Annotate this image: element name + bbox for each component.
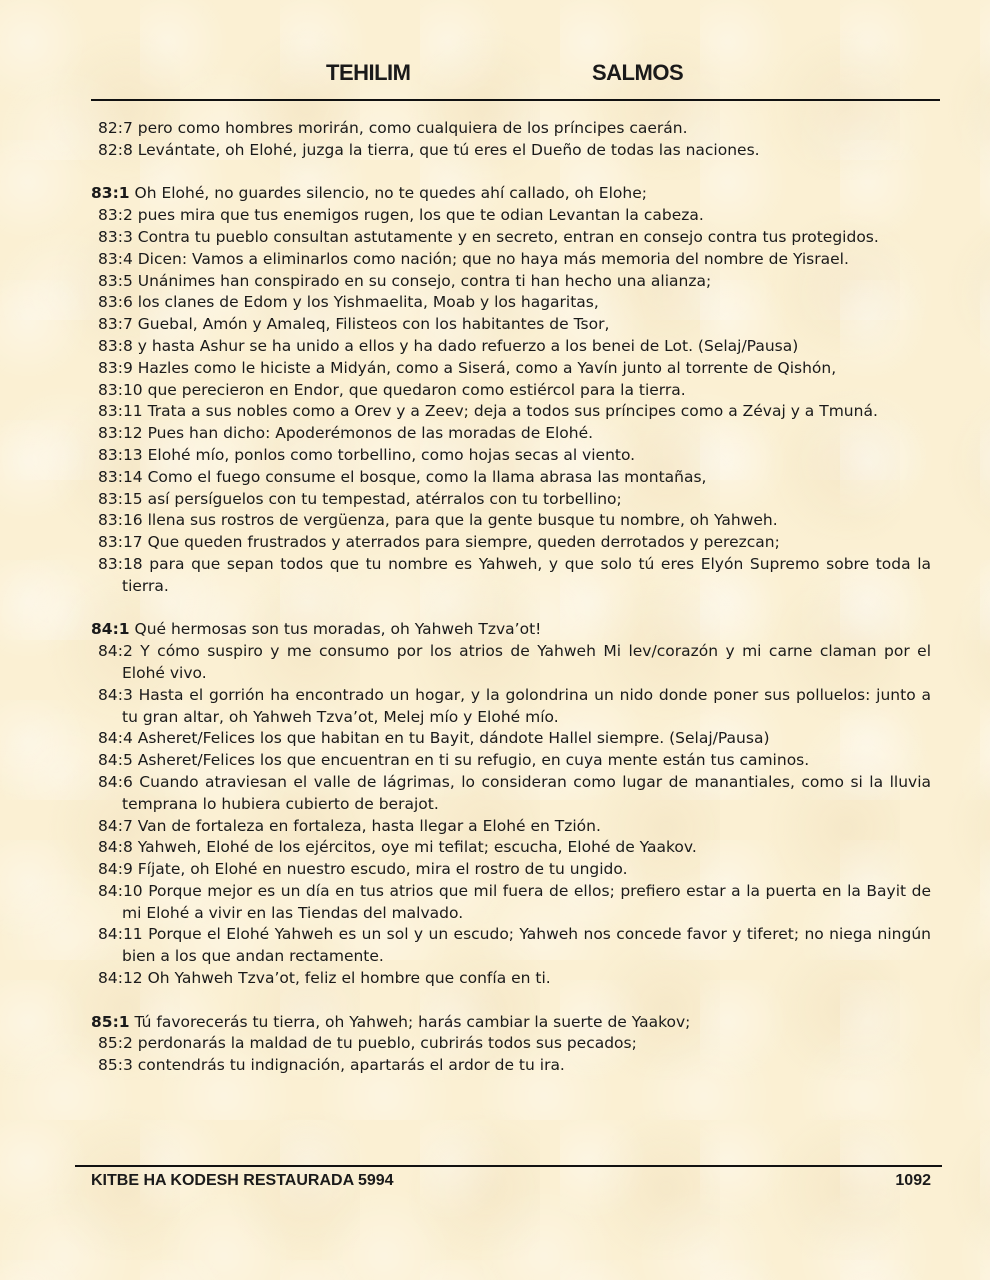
verse <box>91 859 931 881</box>
verse-body: pero como hombres morirán, como cualquiera de los príncipes caerán. <box>137 119 688 137</box>
book-title: KITBE HA KODESH RESTAURADA 5994 <box>91 1172 394 1189</box>
verse <box>91 249 931 271</box>
verse <box>91 532 931 554</box>
verse-body: Que queden frustrados y aterrados para siempre, queden derrotados y perezcan; <box>147 533 780 552</box>
verse-body: Guebal, Amón y Amaleq, Filisteos con los habitantes de Tsor, <box>137 315 610 334</box>
verse <box>91 968 931 990</box>
verse-text <box>91 118 931 1077</box>
verse-ref: 85:1 <box>91 1012 130 1031</box>
verse-ref: 83:9 <box>98 358 133 377</box>
verse <box>91 467 931 489</box>
verse-ref: 84:3 <box>98 685 133 704</box>
verse-body: y hasta Ashur se ha unido a ellos y ha dado refuerzo a los benei de Lot. (Selaj/Pausa) <box>137 336 799 355</box>
paragraph-gap <box>91 162 931 184</box>
verse <box>91 271 931 293</box>
verse-ref: 82:8 <box>98 140 133 159</box>
paragraph-gap <box>91 598 931 620</box>
footer-rule <box>75 1165 942 1167</box>
verse <box>91 685 931 729</box>
verse <box>91 292 931 314</box>
page-header <box>0 58 990 90</box>
verse-ref: 83:15 <box>98 489 143 508</box>
verse-ref: 83:3 <box>98 227 133 246</box>
verse <box>91 205 931 227</box>
verse-body: Van de fortaleza en fortaleza, hasta llegar a Elohé en Tzión. <box>137 816 601 835</box>
verse <box>91 924 931 968</box>
verse-body: Porque el Elohé Yahweh es un sol y un escudo; Yahweh nos concede favor y tiferet; no niega ningún bien a los que andan rectamente. <box>122 925 931 966</box>
verse-ref: 83:10 <box>98 380 143 399</box>
verse-ref: 83:16 <box>98 511 143 530</box>
verse-body: que perecieron en Endor, que quedaron como estiércol para la tierra. <box>147 380 686 399</box>
header-title-left: TEHILIM <box>326 60 411 85</box>
verse-body: llena sus rostros de vergüenza, para que la gente busque tu nombre, oh Yahweh. <box>147 511 778 530</box>
verse-body: Asheret/Felices los que encuentran en ti su refugio, en cuya mente están tus caminos. <box>137 751 810 770</box>
verse <box>91 750 931 772</box>
verse <box>91 641 931 685</box>
verse-body: Pues han dicho: Apoderémonos de las moradas de Elohé. <box>147 424 594 443</box>
verse <box>91 227 931 249</box>
verse-body: perdonarás la maldad de tu pueblo, cubrirás todos sus pecados; <box>137 1034 637 1053</box>
verse-ref: 83:18 <box>98 554 143 573</box>
verse-body: Y cómo suspiro y me consumo por los atrios de Yahweh Mi lev/corazón y mi carne claman por el Elohé vivo. <box>122 642 932 682</box>
verse <box>91 1012 931 1034</box>
verse <box>91 489 931 511</box>
verse-body: Trata a sus nobles como a Orev y a Zeev; deja a todos sus príncipes como a Zévaj y a Tmuná. <box>147 402 878 421</box>
verse-body: Como el fuego consume el bosque, como la llama abrasa las montañas, <box>147 467 707 486</box>
verse-ref: 84:1 <box>91 620 130 639</box>
verse-ref: 85:2 <box>98 1034 133 1053</box>
verse-ref: 84:12 <box>98 969 143 988</box>
verse-ref: 84:4 <box>98 729 133 748</box>
verse-body: Elohé mío, ponlos como torbellino, como hojas secas al viento. <box>147 445 636 464</box>
verse-body: Dicen: Vamos a eliminarlos como nación; que no haya más memoria del nombre de Yisrael. <box>137 249 849 268</box>
verse-body: los clanes de Edom y los Yishmaelita, Moab y los hagaritas, <box>137 293 599 312</box>
verse-body: Oh Elohé, no guardes silencio, no te quedes ahí callado, oh Elohe; <box>134 184 647 203</box>
verse <box>91 816 931 838</box>
verse-body: Cuando atraviesan el valle de lágrimas, lo consideran como lugar de manantiales, como si la lluvia temprana lo hubiera cubierto de berajot. <box>122 772 932 813</box>
verse-ref: 84:6 <box>98 772 133 791</box>
verse-body: Qué hermosas son tus moradas, oh Yahweh Tzva’ot! <box>134 620 542 639</box>
verse-ref: 83:8 <box>98 336 133 355</box>
verse-ref: 84:5 <box>98 751 133 770</box>
verse <box>91 183 931 205</box>
verse <box>91 314 931 336</box>
page-footer <box>0 1170 990 1196</box>
verse-ref: 83:7 <box>98 315 133 334</box>
verse-ref: 83:13 <box>98 445 143 464</box>
verse-body: Yahweh, Elohé de los ejércitos, oye mi tefilat; escucha, Elohé de Yaakov. <box>137 838 697 857</box>
page-number: 1092 <box>895 1172 931 1189</box>
verse <box>91 1033 931 1055</box>
verse <box>91 881 931 925</box>
verse-body: Contra tu pueblo consultan astutamente y en secreto, entran en consejo contra tus protegidos. <box>137 227 879 246</box>
verse <box>91 728 931 750</box>
verse-body: pues mira que tus enemigos rugen, los que te odian Levantan la cabeza. <box>137 206 704 225</box>
verse-body: Asheret/Felices los que habitan en tu Bayit, dándote Hallel siempre. (Selaj/Pausa) <box>137 729 770 748</box>
verse-ref: 84:11 <box>98 925 143 944</box>
verse-body: Levántate, oh Elohé, juzga la tierra, que tú eres el Dueño de todas las naciones. <box>137 140 760 159</box>
verse-body: Hazles como le hiciste a Midyán, como a Siserá, como a Yavín junto al torrente de Qishón, <box>137 358 837 377</box>
verse-ref: 84:2 <box>98 642 133 661</box>
verse-body: para que sepan todos que tu nombre es Yahweh, y que solo tú eres Elyón Supremo sobre toda la tierra. <box>122 554 931 595</box>
verse-ref: 83:12 <box>98 424 143 443</box>
verse <box>91 1055 931 1077</box>
verse-ref: 83:5 <box>98 271 133 290</box>
verse-ref: 83:2 <box>98 206 133 225</box>
verse <box>91 554 931 598</box>
header-rule <box>91 99 940 101</box>
verse-body: contendrás tu indignación, apartarás el ardor de tu ira. <box>137 1056 565 1075</box>
verse <box>91 358 931 380</box>
verse-ref: 83:6 <box>98 293 133 312</box>
verse-ref: 84:7 <box>98 816 133 835</box>
verse <box>91 837 931 859</box>
verse-ref: 84:10 <box>98 881 143 900</box>
verse-ref: 83:14 <box>98 467 143 486</box>
verse-ref: 82:7 <box>98 119 133 137</box>
verse <box>91 772 931 816</box>
verse <box>91 118 931 140</box>
verse-body: Hasta el gorrión ha encontrado un hogar, y la golondrina un nido donde poner sus polluelos: junto a tu gran altar, oh Yahweh Tzva’ot, Melej mío y Elohé mío. <box>122 685 932 726</box>
verse-body: Unánimes han conspirado en su consejo, contra ti han hecho una alianza; <box>137 271 712 290</box>
verse-ref: 83:11 <box>98 402 143 421</box>
verse <box>91 423 931 445</box>
header-title-right: SALMOS <box>592 60 684 85</box>
verse-ref: 83:17 <box>98 533 143 552</box>
verse <box>91 445 931 467</box>
paragraph-gap <box>91 990 931 1012</box>
verse <box>91 510 931 532</box>
verse-ref: 83:4 <box>98 249 133 268</box>
verse <box>91 380 931 402</box>
verse <box>91 140 931 162</box>
verse <box>91 336 931 358</box>
verse-body: Fíjate, oh Elohé en nuestro escudo, mira el rostro de tu ungido. <box>137 860 628 879</box>
verse <box>91 401 931 423</box>
verse <box>91 619 931 641</box>
verse-ref: 84:9 <box>98 860 133 879</box>
verse-body: Tú favorecerás tu tierra, oh Yahweh; harás cambiar la suerte de Yaakov; <box>134 1012 691 1031</box>
verse-ref: 83:1 <box>91 184 130 203</box>
verse-ref: 84:8 <box>98 838 133 857</box>
verse-body: Porque mejor es un día en tus atrios que mil fuera de ellos; prefiero estar a la puerta en la Bayit de mi Elohé a vivir en las Tiendas del malvado. <box>122 881 931 922</box>
verse-ref: 85:3 <box>98 1056 133 1075</box>
verse-body: así persíguelos con tu tempestad, atérralos con tu torbellino; <box>147 489 622 508</box>
verse-body: Oh Yahweh Tzva’ot, feliz el hombre que confía en ti. <box>147 969 551 988</box>
